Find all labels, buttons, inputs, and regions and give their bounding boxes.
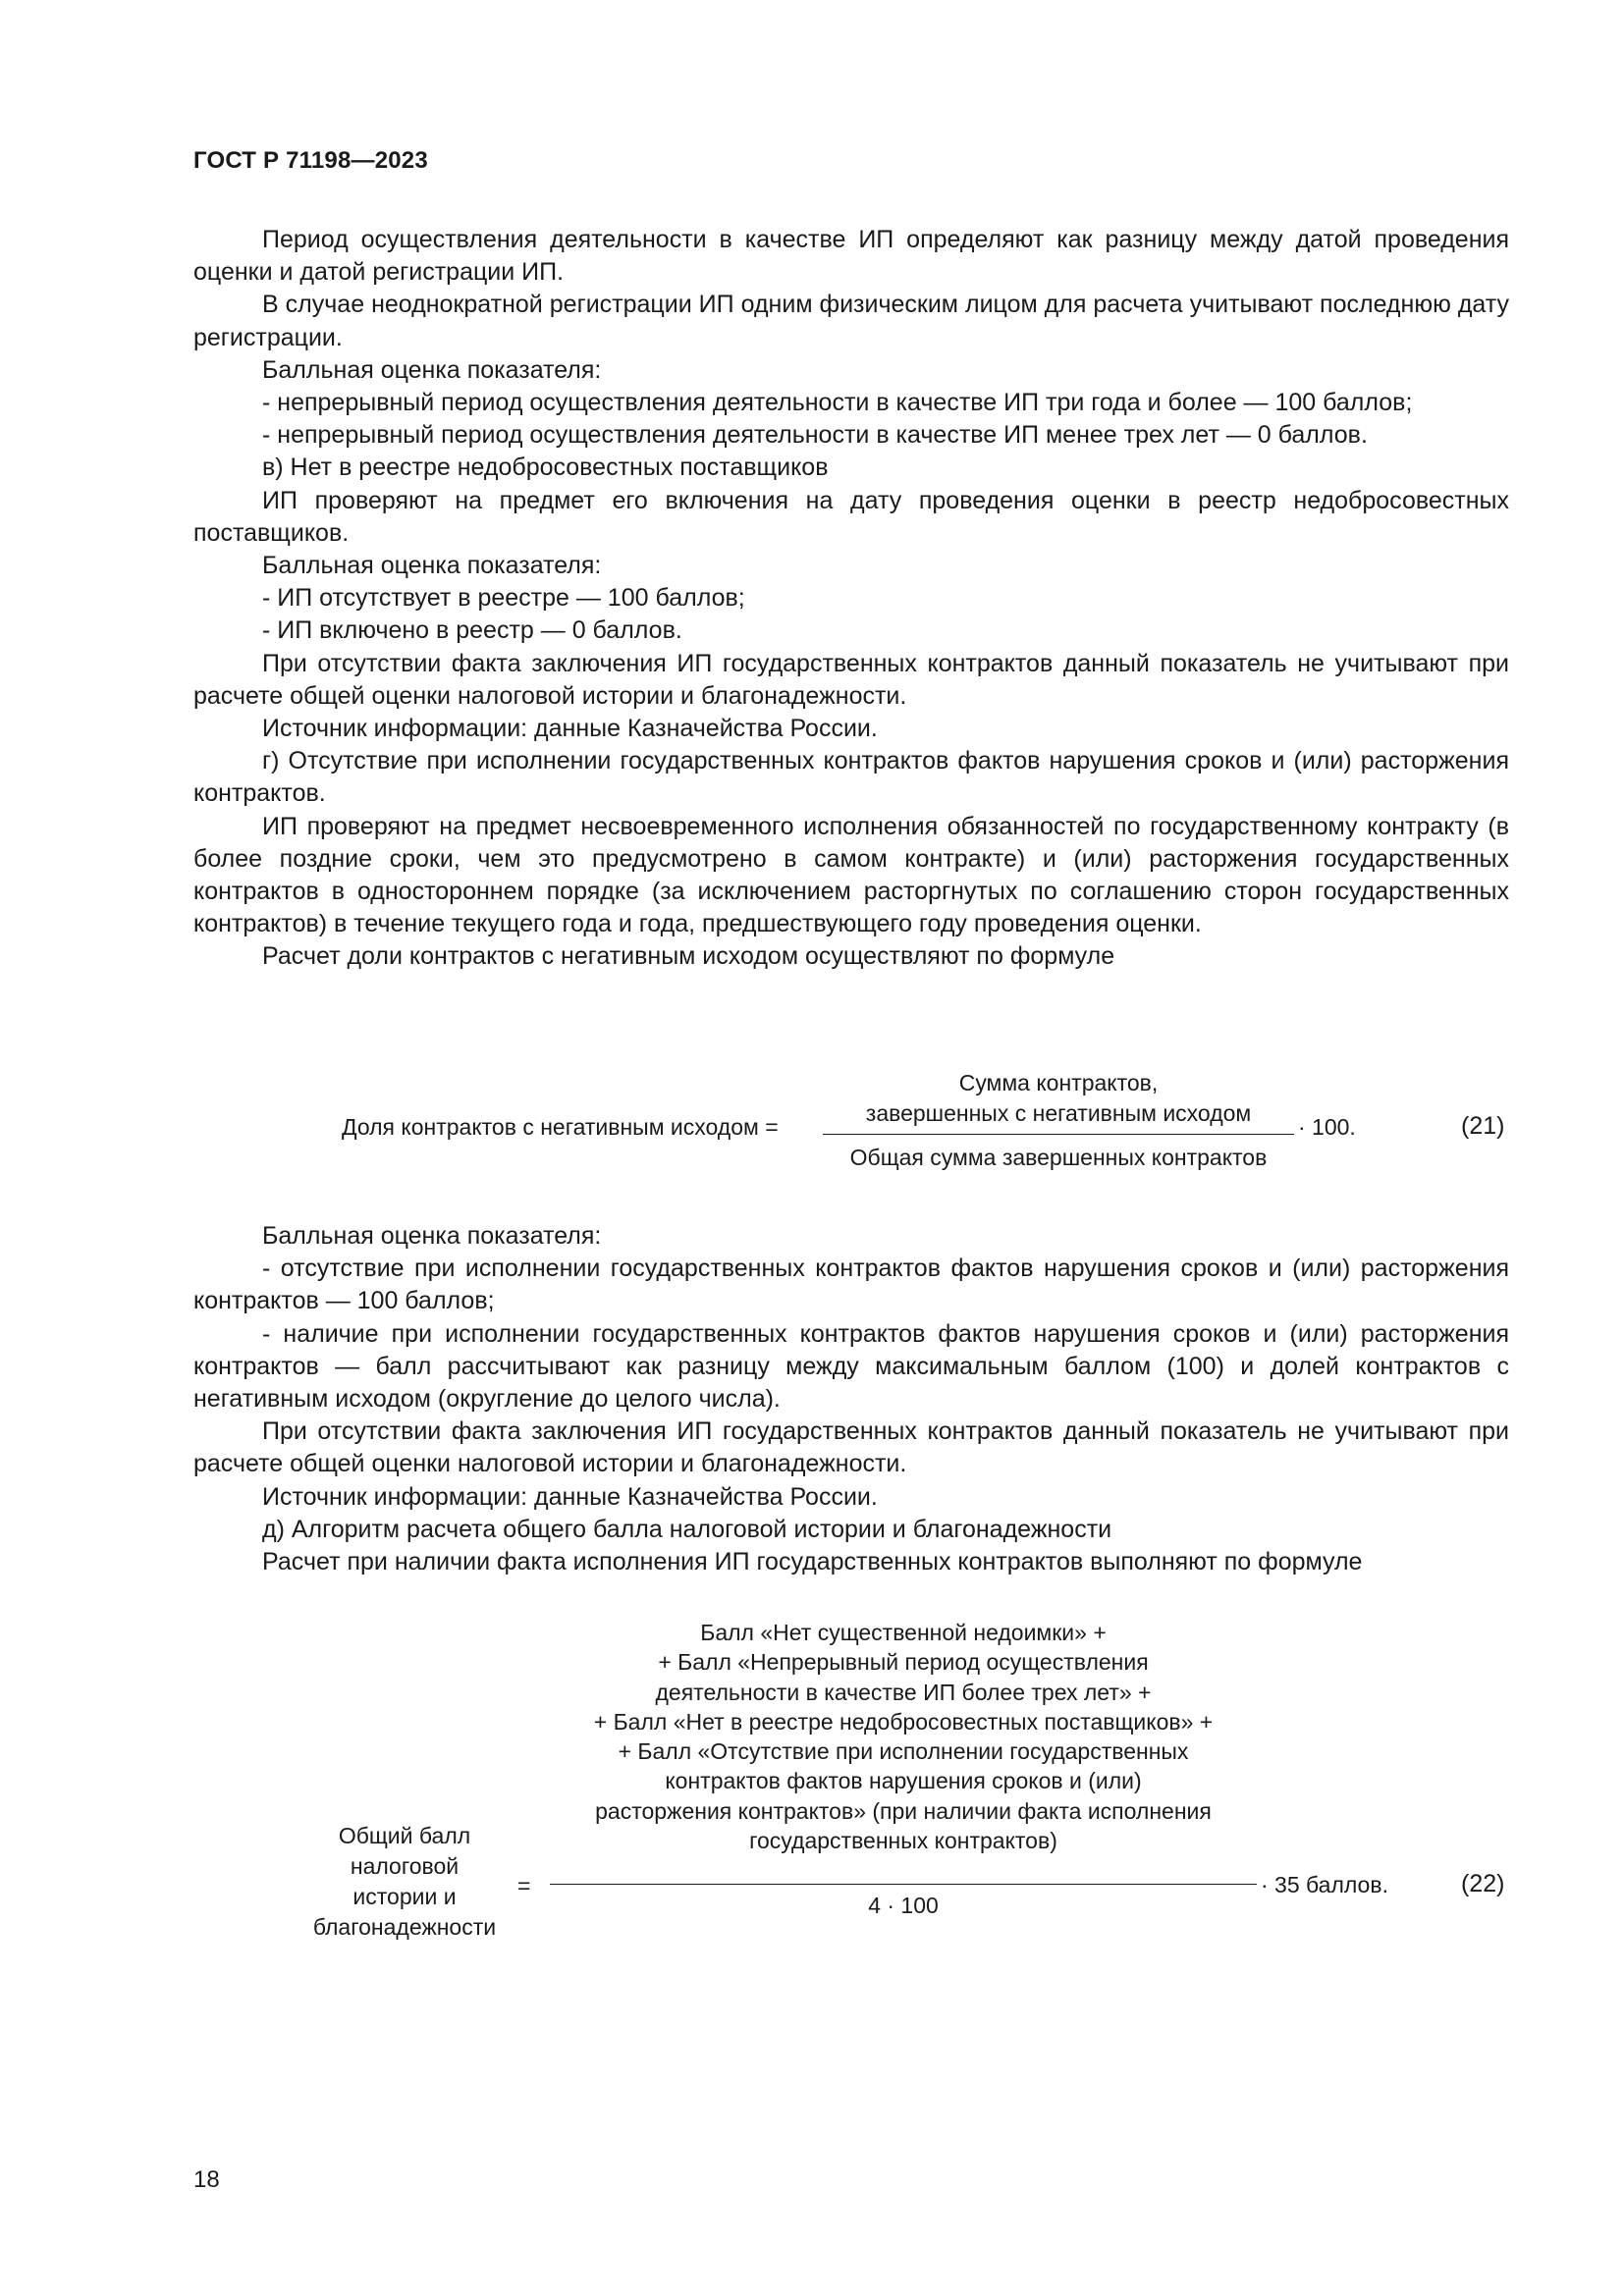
paragraph: Балльная оценка показателя: [262, 1222, 602, 1250]
formula-22-equals: = [517, 1873, 531, 1898]
list-item: - ИП включено в реестр — 0 баллов. [262, 616, 682, 645]
list-item: - отсутствие при исполнении государственных контрактов фактов нарушения сроков и (или) расторжения контрактов — 100 баллов; [193, 1255, 1509, 1315]
formula-22-lhs-line: благонадежности [312, 1914, 497, 1940]
fraction-bar [823, 1134, 1294, 1135]
formula-22-numerator-line: деятельности в качестве ИП более трех лет» + [655, 1679, 1152, 1705]
formula-21-numerator-line: Сумма контрактов, [958, 1070, 1159, 1095]
paragraph: ИП проверяют на предмет его включения на дату проведения оценки в реестр недобросовестных поставщиков. [193, 486, 1509, 547]
list-item: - непрерывный период осуществления деятельности в качестве ИП менее трех лет — 0 баллов. [262, 421, 1368, 450]
formula-22-numerator-line: + Балл «Нет в реестре недобросовестных поставщиков» + [593, 1708, 1214, 1735]
formula-22-numerator-line: контрактов фактов нарушения сроков и (или) [665, 1768, 1142, 1794]
list-item: - непрерывный период осуществления деятельности в качестве ИП три года и более — 100 баллов; [262, 389, 1413, 417]
document-code-header: ГОСТ Р 71198—2023 [193, 147, 428, 174]
fraction-bar [550, 1884, 1257, 1885]
paragraph: Расчет доли контрактов с негативным исходом осуществляют по формуле [262, 942, 1115, 971]
formula-22-lhs-line: налоговой [350, 1853, 460, 1879]
formula-22-numerator-line: Балл «Нет существенной недоимки» + [700, 1620, 1107, 1645]
paragraph: Период осуществления деятельности в качестве ИП определяют как разницу между датой проведения оценки и датой регистрации ИП. [193, 226, 1509, 287]
paragraph: Источник информации: данные Казначейства России. [262, 715, 878, 743]
formula-22-numerator-line: + Балл «Отсутствие при исполнении государственных [618, 1738, 1189, 1765]
paragraph: При отсутствии факта заключения ИП государственных контрактов данный показатель не учитывают при расчете общей оценки налоговой истории и благонадежности. [193, 649, 1509, 710]
formula-22 [0, 1618, 1624, 1971]
paragraph: Источник информации: данные Казначейства России. [262, 1482, 878, 1511]
body-text-middle [193, 1220, 1509, 1578]
formula-21-numerator-line: завершенных с негативным исходом [865, 1100, 1252, 1126]
subsection-heading: д) Алгоритм расчета общего балла налоговой истории и благонадежности [262, 1515, 1112, 1543]
paragraph: При отсутствии факта заключения ИП государственных контрактов данный показатель не учитывают при расчете общей оценки налоговой истории и благонадежности. [193, 1417, 1509, 1478]
formula-22-numerator-line: расторжения контрактов» (при наличии факта исполнения [595, 1797, 1212, 1824]
subsection-heading: г) Отсутствие при исполнении государственных контрактов фактов нарушения сроков и (или) расторжения контрактов. [193, 747, 1509, 808]
page-number: 18 [193, 2166, 220, 2193]
list-item: - ИП отсутствует в реестре — 100 баллов; [262, 584, 745, 613]
subsection-heading: в) Нет в реестре недобросовестных поставщиков [262, 454, 829, 482]
formula-21-denominator: Общая сумма завершенных контрактов [849, 1145, 1268, 1170]
formula-22-multiplier: · 35 баллов. [1261, 1872, 1388, 1897]
formula-22-number: (22) [1461, 1870, 1505, 1897]
formula-22-numerator [550, 1618, 1257, 1855]
paragraph: В случае неоднократной регистрации ИП одним физическим лицом для расчета учитывают последнюю дату регистрации. [193, 291, 1509, 351]
formula-22-denominator: 4 · 100 [868, 1893, 939, 1918]
paragraph: Балльная оценка показателя: [262, 355, 602, 384]
body-text-top [193, 224, 1509, 974]
formula-21-multiplier: · 100. [1298, 1114, 1356, 1140]
paragraph: Расчет при наличии факта исполнения ИП государственных контрактов выполняют по формуле [262, 1548, 1363, 1576]
formula-22-lhs-line: Общий балл [338, 1823, 471, 1848]
formula-22-lhs [287, 1821, 522, 1943]
list-item: - наличие при исполнении государственных контрактов фактов нарушения сроков и (или) расторжения контрактов — балл рассчитывают как разницу между максимальным баллом (100) и долей контрактов с негативным исходом (округление до целого числа). [193, 1319, 1509, 1414]
paragraph: Балльная оценка показателя: [262, 552, 602, 580]
formula-21-number: (21) [1461, 1112, 1505, 1140]
formula-21-numerator [823, 1068, 1294, 1129]
formula-22-lhs-line: истории и [352, 1884, 457, 1909]
formula-21-lhs: Доля контрактов с негативным исходом = [342, 1114, 779, 1140]
formula-22-numerator-line: + Балл «Непрерывный период осуществления [658, 1649, 1149, 1676]
paragraph: ИП проверяют на предмет несвоевременного исполнения обязанностей по государственному контракту (в более поздние сроки, чем это предусмотрено в самом контракте) и (или) расторжения государственных контрактов в одностороннем порядке (за исключением расторгнутых по соглашению сторон государственных контрактов) в течение текущего года и года, предшествующего году проведения оценки. [193, 812, 1509, 938]
formula-22-numerator-line: государственных контрактов) [749, 1828, 1057, 1854]
formula-21 [0, 1068, 1624, 1186]
